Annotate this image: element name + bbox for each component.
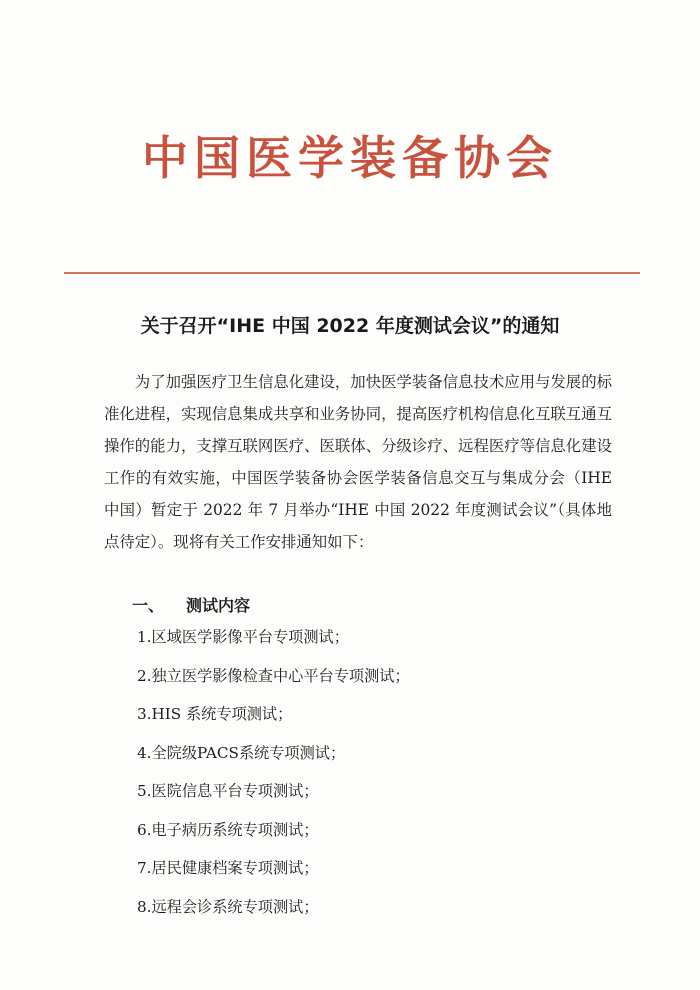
list-item: 3.HIS 系统专项测试； (137, 705, 293, 723)
intro-paragraph: 为了加强医疗卫生信息化建设，加快医学装备信息技术应用与发展的标准化进程，实现信息集成共享和业务协同，提高医疗机构信息化互联互通互操作的能力，支撑互联网医疗、医联体、分级诊疗、远程医疗等信息化建设工作的有效实施，中国医学装备协会医学装备信息交互与集成分会（IHE 中国）暂定于 2022 年 7 月举办“IHE 中国 2022 年度测试会议”（具体地点待定）。现将有关工作安排通知如下： (104, 373, 612, 551)
list-item: 7.居民健康档案专项测试； (137, 859, 319, 877)
section-title: 测试内容 (186, 596, 251, 615)
list-item: 6.电子病历系统专项测试； (137, 820, 319, 839)
section-heading (132, 593, 250, 616)
list-item: 4.全院级PACS系统专项测试； (137, 743, 346, 762)
letterhead-divider (64, 272, 640, 274)
list-item: 8.远程会诊系统专项测试； (137, 897, 319, 916)
list-item: 2.独立医学影像检查中心平台专项测试； (137, 666, 410, 685)
section-number: 一、 (132, 596, 165, 615)
list-item: 1.区域医学影像平台专项测试； (137, 628, 349, 646)
document-title: 关于召开“IHE 中国 2022 年度测试会议”的通知 (140, 315, 560, 337)
test-item-list (137, 622, 410, 930)
list-item: 5.医院信息平台专项测试； (137, 782, 319, 800)
letterhead-org-name: 中国医学装备协会 (142, 131, 558, 185)
